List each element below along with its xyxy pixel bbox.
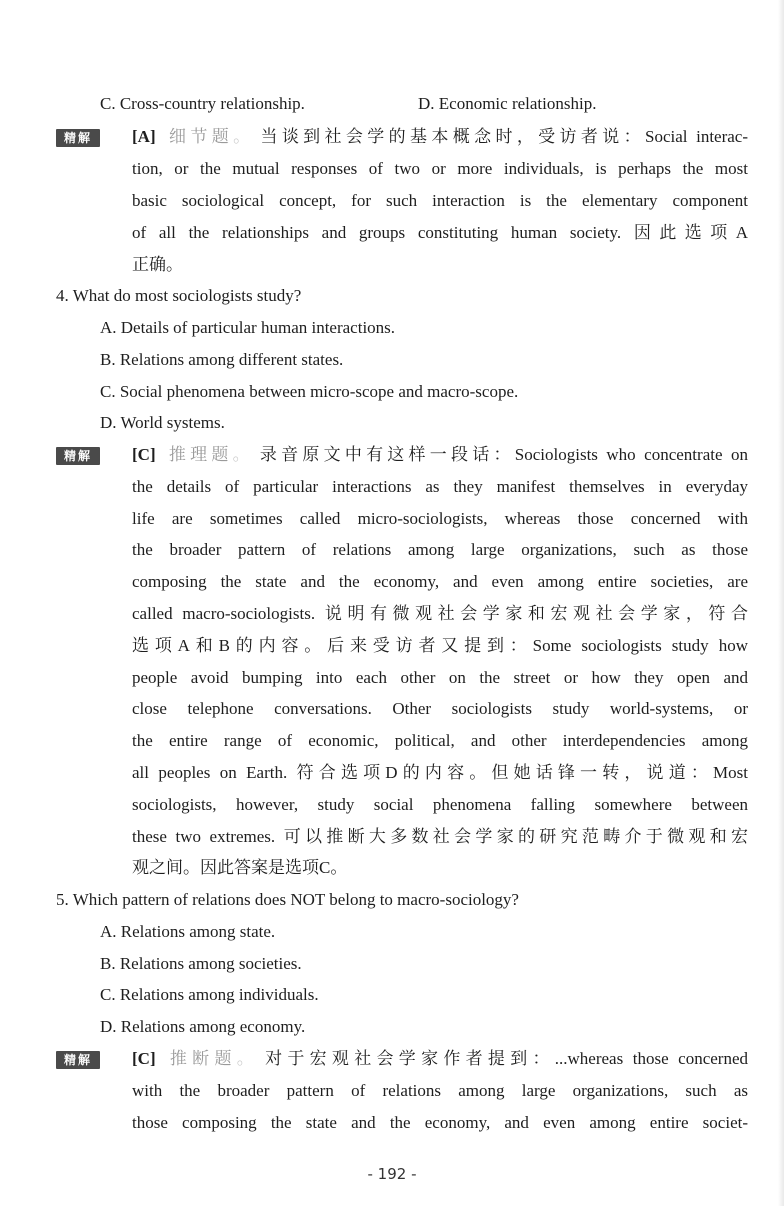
analysis4-line-9: close telephone conversations. Other sociologists study world-systems, or	[132, 699, 748, 718]
analysis5-line-2: with the broader pattern of relations among large organizations, such as	[132, 1081, 748, 1100]
analysis4-line-14: 观之间。因此答案是选项C。	[132, 858, 348, 877]
q4-option-d: D. World systems.	[100, 413, 225, 432]
analysis4-line-3: life are sometimes called micro-sociologists, whereas those concerned with	[132, 509, 748, 528]
analysis4-line-8: people avoid bumping into each other on the street or how they open and	[132, 668, 748, 687]
analysis4-line-1: [C] 推理题。 录音原文中有这样一段话：Sociologists who concentrate on	[132, 445, 748, 464]
analysis3-line-2: tion, or the mutual responses of two or more individuals, is perhaps the most	[132, 159, 748, 178]
analysis-badge: 精解	[56, 129, 100, 147]
analysis3-line-3: basic sociological concept, for such interaction is the elementary component	[132, 191, 748, 210]
analysis3-line-5: 正确。	[132, 255, 183, 274]
analysis4-line-4: the broader pattern of relations among large organizations, such as those	[132, 540, 748, 559]
q3-option-c: C. Cross-country relationship.	[100, 94, 305, 113]
answer-tag: [C]	[132, 445, 156, 464]
q5-option-c: C. Relations among individuals.	[100, 985, 319, 1004]
q4-option-b: B. Relations among different states.	[100, 350, 344, 369]
q4-option-c: C. Social phenomena between micro-scope and macro-scope.	[100, 382, 519, 401]
analysis4-line-11: all peoples on Earth. 符合选项D的内容。但她话锋一转，说道：Most	[132, 763, 748, 782]
answer-tag: [A]	[132, 127, 156, 146]
analysis4-line-7: 选项A和B的内容。后来受访者又提到：Some sociologists study how	[132, 636, 748, 655]
question-type: 细节题	[164, 127, 234, 146]
q5-option-d: D. Relations among economy.	[100, 1017, 306, 1036]
analysis4-line-6: called macro-sociologists. 说明有微观社会学家和宏观社会学家，符合	[132, 604, 748, 623]
analysis5-line-3: those composing the state and the economy, and even among entire societ-	[132, 1113, 748, 1132]
question-type: 推断题	[164, 1049, 237, 1068]
analysis4-line-2: the details of particular interactions as they manifest themselves in everyday	[132, 477, 748, 496]
analysis4-line-5: composing the state and the economy, and even among entire societies, are	[132, 572, 748, 591]
scan-edge-shadow	[778, 0, 784, 1206]
question-type: 推理题	[164, 445, 233, 464]
q5-option-b: B. Relations among societies.	[100, 954, 302, 973]
page-number: - 192 -	[367, 1165, 417, 1183]
analysis-badge: 精解	[56, 447, 100, 465]
analysis5-line-1: [C] 推断题。 对于宏观社会学家作者提到：...whereas those concerned	[132, 1049, 748, 1068]
analysis4-line-10: the entire range of economic, political, and other interdependencies among	[132, 731, 748, 750]
answer-tag: [C]	[132, 1049, 156, 1068]
analysis-badge: 精解	[56, 1051, 100, 1069]
analysis3-line-1: [A] 细节题。 当谈到社会学的基本概念时，受访者说：Social interac-	[132, 127, 748, 146]
analysis3-line-4: of all the relationships and groups constituting human society. 因此选项A	[132, 223, 748, 242]
q5-stem: 5. Which pattern of relations does NOT belong to macro-sociology?	[56, 890, 519, 909]
q3-option-d: D. Economic relationship.	[418, 94, 597, 113]
analysis4-line-12: sociologists, however, study social phenomena falling somewhere between	[132, 795, 748, 814]
q5-option-a: A. Relations among state.	[100, 922, 276, 941]
analysis4-line-13: these two extremes. 可以推断大多数社会学家的研究范畴介于微观和宏	[132, 827, 748, 846]
q4-option-a: A. Details of particular human interactions.	[100, 318, 396, 337]
q4-stem: 4. What do most sociologists study?	[56, 286, 302, 305]
